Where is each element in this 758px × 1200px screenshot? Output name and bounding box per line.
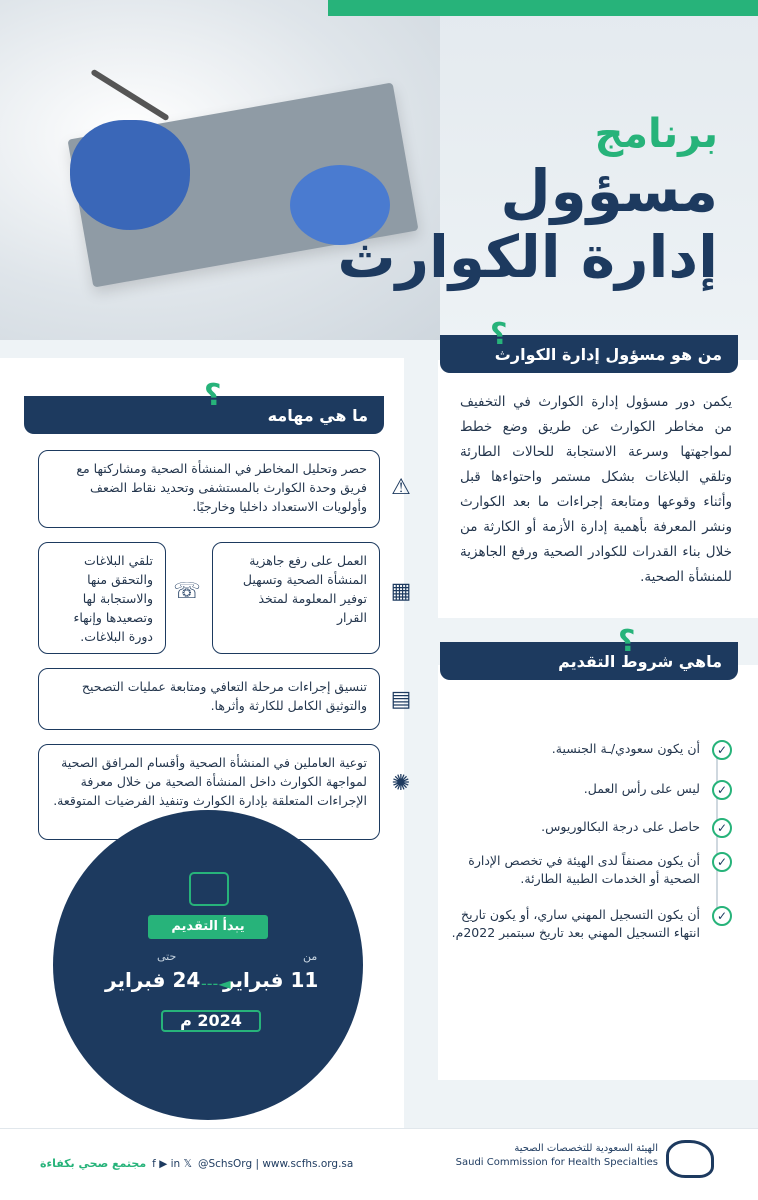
arrow-icon: ◄‑‑‑	[201, 974, 231, 993]
condition-item: ✓ أن يكون سعودي/ـة الجنسية.	[436, 740, 726, 758]
check-icon: ✓	[712, 740, 732, 760]
slogan: مجتمع صحي بكفاءة	[40, 1157, 147, 1170]
hero-banner	[0, 0, 758, 340]
lightbulb-icon: ✺	[391, 770, 411, 796]
title-line-2: مسؤول	[500, 157, 718, 225]
conditions-heading	[440, 624, 738, 680]
title-line-3: إدارة الكوارث	[337, 223, 718, 291]
task-card: العمل على رفع جاهزية المنشأة الصحية وتسهيل توفير المعلومة لمتخذ القرار	[212, 542, 380, 654]
pen-image	[90, 69, 170, 122]
task-card: تنسيق إجراءات مرحلة التعافي ومتابعة عمليات التصحيح والتوثيق الكامل للكارثة وأثرها.	[38, 668, 380, 730]
condition-item: ✓ حاصل على درجة البكالوريوس.	[436, 818, 726, 836]
document-icon: ▤	[390, 686, 412, 712]
tasks-heading	[24, 378, 384, 434]
question-icon: ؟	[618, 624, 636, 659]
task-card: تلقي البلاغات والتحقق منها والاستجابة لها وتصعيدها وإنهاء دورة البلاغات.	[38, 542, 166, 654]
check-icon: ✓	[712, 852, 732, 872]
from-date: 11 فبراير	[223, 968, 319, 992]
check-icon: ✓	[712, 818, 732, 838]
to-date: 24 فبراير	[105, 968, 201, 992]
top-accent-bar	[328, 0, 758, 16]
task-card: حصر وتحليل المخاطر في المنشأة الصحية ومشاركتها مع فريق وحدة الكوارث بالمستشفى وتحديد نقاط الضعف وأولويات الاستعداد داخليا وخارجيًا.	[38, 450, 380, 528]
application-dates	[53, 810, 363, 1120]
task-card: توعية العاملين في المنشأة الصحية وأقسام المرافق الصحية لمواجهة الكوارث داخل المنشأة الصحية من خلال معرفة الإجراءات المتعلقة بإدارة الكوارث وتنفيذ الفرضيات المتوقعة.	[38, 744, 380, 840]
tasks-heading-text: ما هي مهامه	[267, 405, 368, 425]
calendar-icon	[189, 872, 229, 906]
footer-social	[40, 1157, 353, 1170]
year: 2024 م	[161, 1010, 261, 1032]
check-icon: ✓	[712, 906, 732, 926]
phone-icon: ☏	[173, 578, 201, 604]
title-line-1: برنامج	[594, 111, 718, 157]
glove-image	[70, 120, 190, 230]
question-icon: ؟	[204, 378, 222, 413]
building-icon: ▦	[390, 578, 412, 604]
handle-link[interactable]: @SchsOrg | www.scfhs.org.sa	[197, 1157, 354, 1170]
condition-item: ✓ أن يكون التسجيل المهني ساري، أو يكون تاريخ انتهاء التسجيل المهني بعد تاريخ سبتمبر 2022م.	[436, 906, 726, 942]
conditions-heading-text: ماهي شروط التقديم	[558, 651, 722, 671]
to-label: حتى	[157, 950, 177, 963]
about-text: يكمن دور مسؤول إدارة الكوارث في التخفيف من مخاطر الكوارث عن طريق وضع خطط لمواجهتها وسرعة الاستجابة للحالات الطارئة وتلقي البلاغات بشكل مستمر واحتواءها قبل وأثناء وقوعها ومتابعة إجراءات ما بعد الكوارث ونشر المعرفة بأهمية إدارة الأزمة أو الكارثة من خلال بناء القدرات للكوادر الصحية ورفع الجاهزية للمنشأة الصحية.	[460, 394, 732, 585]
footer	[0, 1128, 758, 1200]
apply-start-badge: يبدأ التقديم	[148, 915, 268, 939]
from-label: من	[303, 950, 318, 963]
question-icon: ؟	[490, 317, 508, 352]
condition-item: ✓ أن يكون مصنفاً لدى الهيئة في تخصص الإدارة الصحية أو الخدمات الطبية الطارئة.	[436, 852, 726, 888]
about-heading	[440, 317, 738, 373]
check-icon: ✓	[712, 780, 732, 800]
condition-item: ✓ ليس على رأس العمل.	[436, 780, 726, 798]
warning-icon: ⚠	[391, 474, 411, 500]
scfhs-logo-icon	[666, 1140, 714, 1178]
org-name: الهيئة السعودية للتخصصات الصحية Saudi Commission for Health Specialties	[455, 1143, 658, 1168]
about-heading-text: من هو مسؤول إدارة الكوارث	[494, 344, 722, 364]
page-title	[337, 110, 718, 290]
social-icons: f ▶ in 𝕏	[152, 1157, 192, 1170]
